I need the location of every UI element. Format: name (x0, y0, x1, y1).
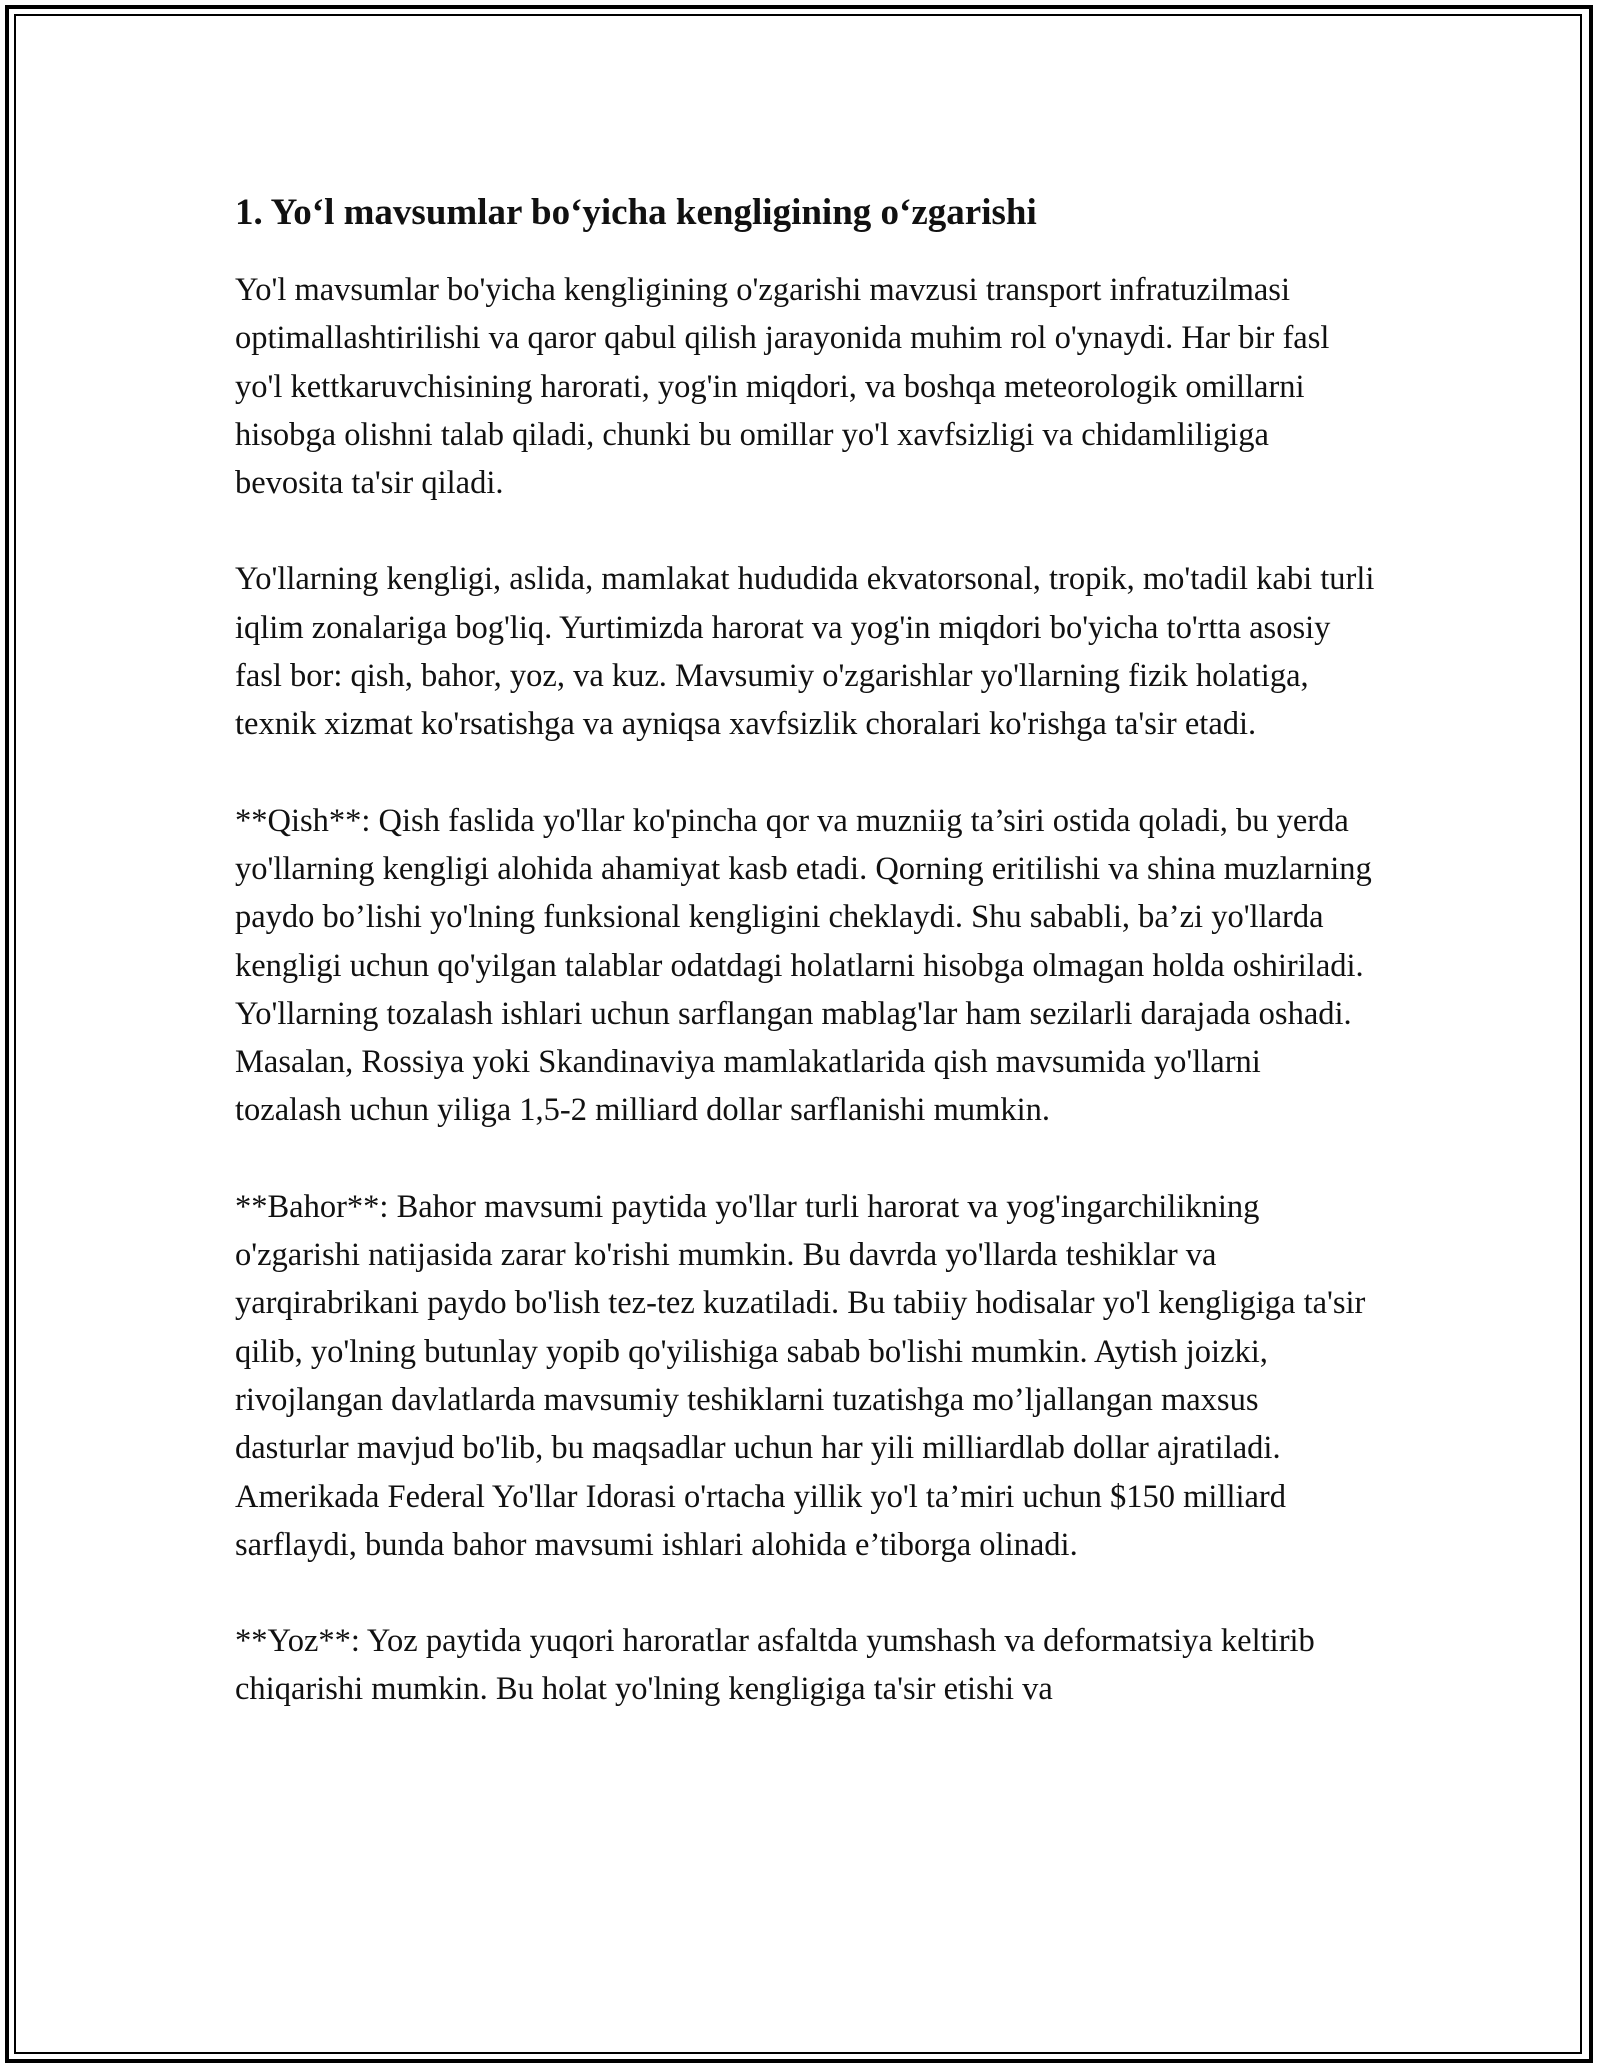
paragraph-winter: **Qish**: Qish faslida yo'llar ko'pincha qor va muzniig ta’siri ostida qoladi, bu yerda yo'llarning kengligi alohida ahamiyat kasb etadi. Qorning eritilishi va shina muzlarning paydo bo’lishi yo'lning funksional kengligini cheklaydi. Shu sababli, ba’zi yo'llarda kengligi uchun qo'yilgan talablar odatdagi holatlarni hisobga olmagan holda oshiriladi. Yo'llarning tozalash ishlari uchun sarflangan mablag'lar ham sezilarli darajada oshadi. Masalan, Rossiya yoki Skandinaviya mamlakatlarida qish mavsumida yo'llarni tozalash uchun yiliga 1,5-2 milliard dollar sarflanishi mumkin. (235, 802, 1372, 1129)
paragraph-intro: Yo'l mavsumlar bo'yicha kengligining o'zgarishi mavzusi transport infratuzilmasi optimallashtirilishi va qaror qabul qilish jarayonida muhim rol o'ynaydi. Har bir fasl yo'l kettkaruvchisining harorati, yog'in miqdori, va boshqa meteorologik omillarni hisobga olishni talab qiladi, chunki bu omillar yo'l xavfsizligi va chidamliligiga bevosita ta'sir qiladi. (235, 272, 1330, 502)
document-body (235, 188, 1375, 1762)
section-heading: 1. Yo‘l mavsumlar bo‘yicha kengligining o‘zgarishi (235, 192, 1037, 233)
paragraph-spring: **Bahor**: Bahor mavsumi paytida yo'llar turli harorat va yog'ingarchilikning o'zgarishi natijasida zarar ko'rishi mumkin. Bu davrda yo'llarda teshiklar va yarqirabrikani paydo bo'lish tez-tez kuzatiladi. Bu tabiiy hodisalar yo'l kengligiga ta'sir qilib, yo'lning butunlay yopib qo'yilishiga sabab bo'lishi mumkin. Aytish joizki, rivojlangan davlatlarda mavsumiy teshiklarni tuzatishga mo’ljallangan maxsus dasturlar mavjud bo'lib, bu maqsadlar uchun har yili milliardlab dollar ajratiladi. Amerikada Federal Yo'llar Idorasi o'rtacha yillik yo'l ta’miri uchun $150 milliard sarflaydi, bunda bahor mavsumi ishlari alohida e’tiborga olinadi. (235, 1188, 1366, 1563)
paragraph-summer: **Yoz**: Yoz paytida yuqori haroratlar asfaltda yumshash va deformatsiya keltirib chiqarishi mumkin. Bu holat yo'lning kengligiga ta'sir etishi va (235, 1623, 1315, 1708)
paragraph-climate-zones: Yo'llarning kengligi, aslida, mamlakat hududida ekvatorsonal, tropik, mo'tadil kabi turli iqlim zonalariga bog'liq. Yurtimizda harorat va yog'in miqdori bo'yicha to'rtta asosiy fasl bor: qish, bahor, yoz, va kuz. Mavsumiy o'zgarishlar yo'llarning fizik holatiga, texnik xizmat ko'rsatishga va ayniqsa xavfsizlik choralari ko'rishga ta'sir etadi. (235, 561, 1375, 743)
